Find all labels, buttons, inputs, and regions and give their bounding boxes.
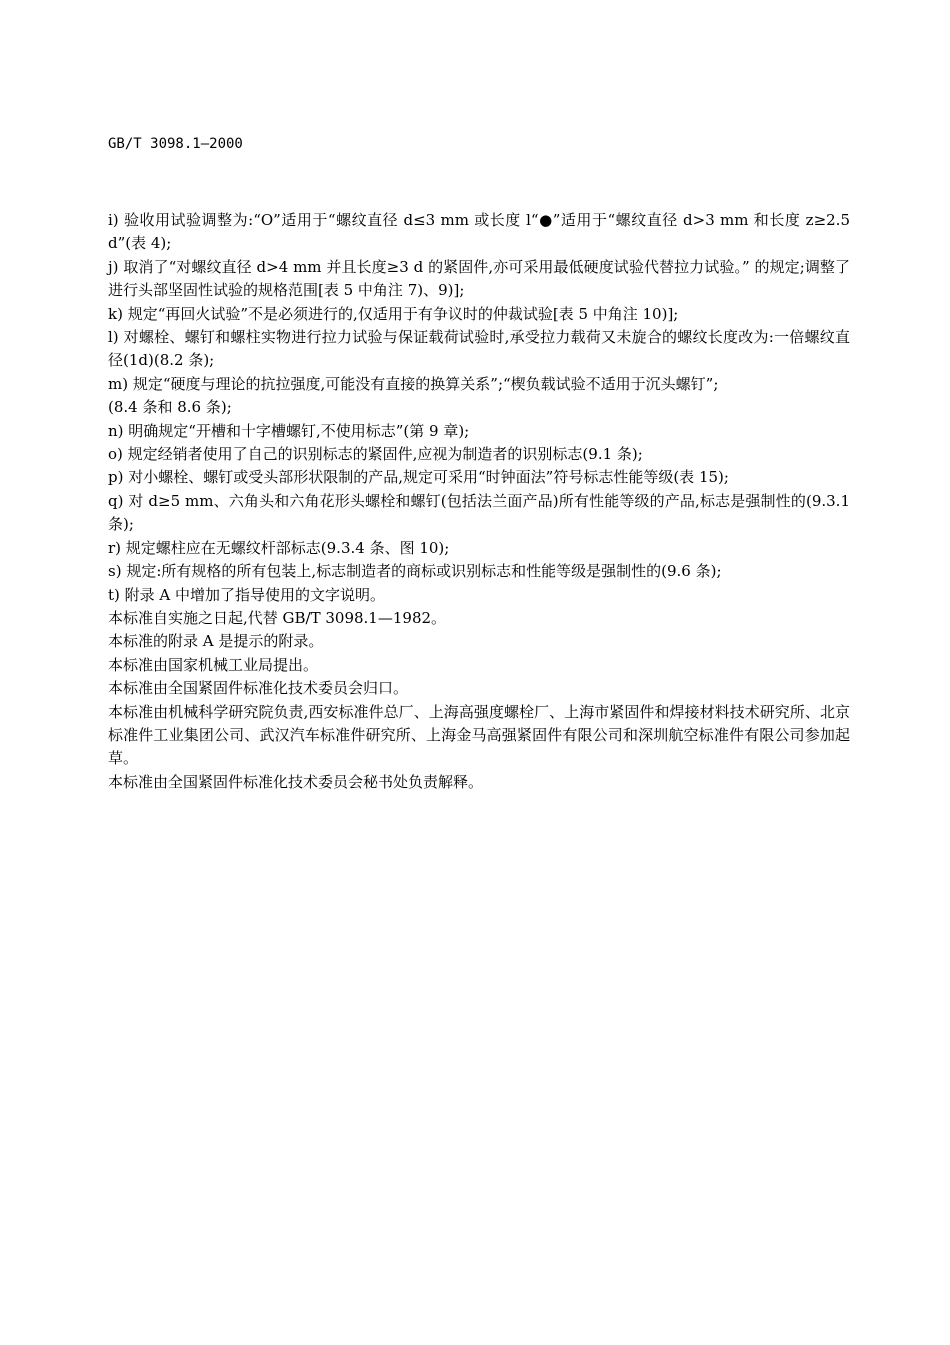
document-body: [108, 209, 850, 794]
paragraph-m: m) 规定“硬度与理论的抗拉强度,可能没有直接的换算关系”;“楔负载试验不适用于沉头螺钉”;: [108, 374, 719, 393]
paragraph-s: s) 规定:所有规格的所有包装上,标志制造者的商标或识别标志和性能等级是强制性的(9.6 条);: [108, 562, 722, 581]
paragraph-replacement-note: 本标准自实施之日起,代替 GB/T 3098.1—1982。: [108, 608, 447, 627]
paragraph-t: t) 附录 A 中增加了指导使用的文字说明。: [108, 585, 386, 604]
paragraph-i: i) 验收用试验调整为:“O”适用于“螺纹直径 d≤3 mm 或长度 l“●”适用于“螺纹直径 d>3 mm 和长度 z≥2.5 d”(表 4);: [108, 211, 850, 253]
paragraph-o: o) 规定经销者使用了自己的识别标志的紧固件,应视为制造者的识别标志(9.1 条);: [108, 445, 643, 464]
paragraph-interpreted-by: 本标准由全国紧固件标准化技术委员会秘书处负责解释。: [108, 772, 484, 791]
paragraph-p: p) 对小螺栓、螺钉或受头部形状限制的产品,规定可采用“时钟面法”符号标志性能等级(表 15);: [108, 468, 729, 487]
paragraph-l: l) 对螺栓、螺钉和螺柱实物进行拉力试验与保证载荷试验时,承受拉力载荷又未旋合的螺纹长度改为:一倍螺纹直径(1d)(8.2 条);: [108, 328, 850, 370]
paragraph-n: n) 明确规定“开槽和十字槽螺钉,不使用标志”(第 9 章);: [108, 421, 470, 440]
paragraph-proposed-by: 本标准由国家机械工业局提出。: [108, 655, 319, 674]
paragraph-m-continued: (8.4 条和 8.6 条);: [108, 398, 232, 417]
standard-number-header: GB/T 3098.1—2000: [108, 136, 243, 152]
paragraph-q: q) 对 d≥5 mm、六角头和六角花形头螺栓和螺钉(包括法兰面产品)所有性能等级的产品,标志是强制性的(9.3.1 条);: [108, 491, 850, 534]
paragraph-k: k) 规定“再回火试验”不是必须进行的,仅适用于有争议时的仲裁试验[表 5 中角注 10)];: [108, 304, 679, 323]
paragraph-r: r) 规定螺柱应在无螺纹杆部标志(9.3.4 条、图 10);: [108, 538, 450, 557]
paragraph-j: j) 取消了“对螺纹直径 d>4 mm 并且长度≥3 d 的紧固件,亦可采用最低硬度试验代替拉力试验。” 的规定;调整了进行头部坚固性试验的规格范围[表 5 中角注 7)、9)];: [108, 257, 850, 300]
paragraph-drafted-by: 本标准由机械科学研究院负责,西安标准件总厂、上海高强度螺栓厂、上海市紧固件和焊接材料技术研究所、北京标准件工业集团公司、武汉汽车标准件研究所、上海金马高强紧固件有限公司和深圳航空标准件有限公司参加起草。: [108, 702, 850, 768]
paragraph-centralized-by: 本标准由全国紧固件标准化技术委员会归口。: [108, 679, 409, 698]
paragraph-appendix-note: 本标准的附录 A 是提示的附录。: [108, 632, 324, 651]
